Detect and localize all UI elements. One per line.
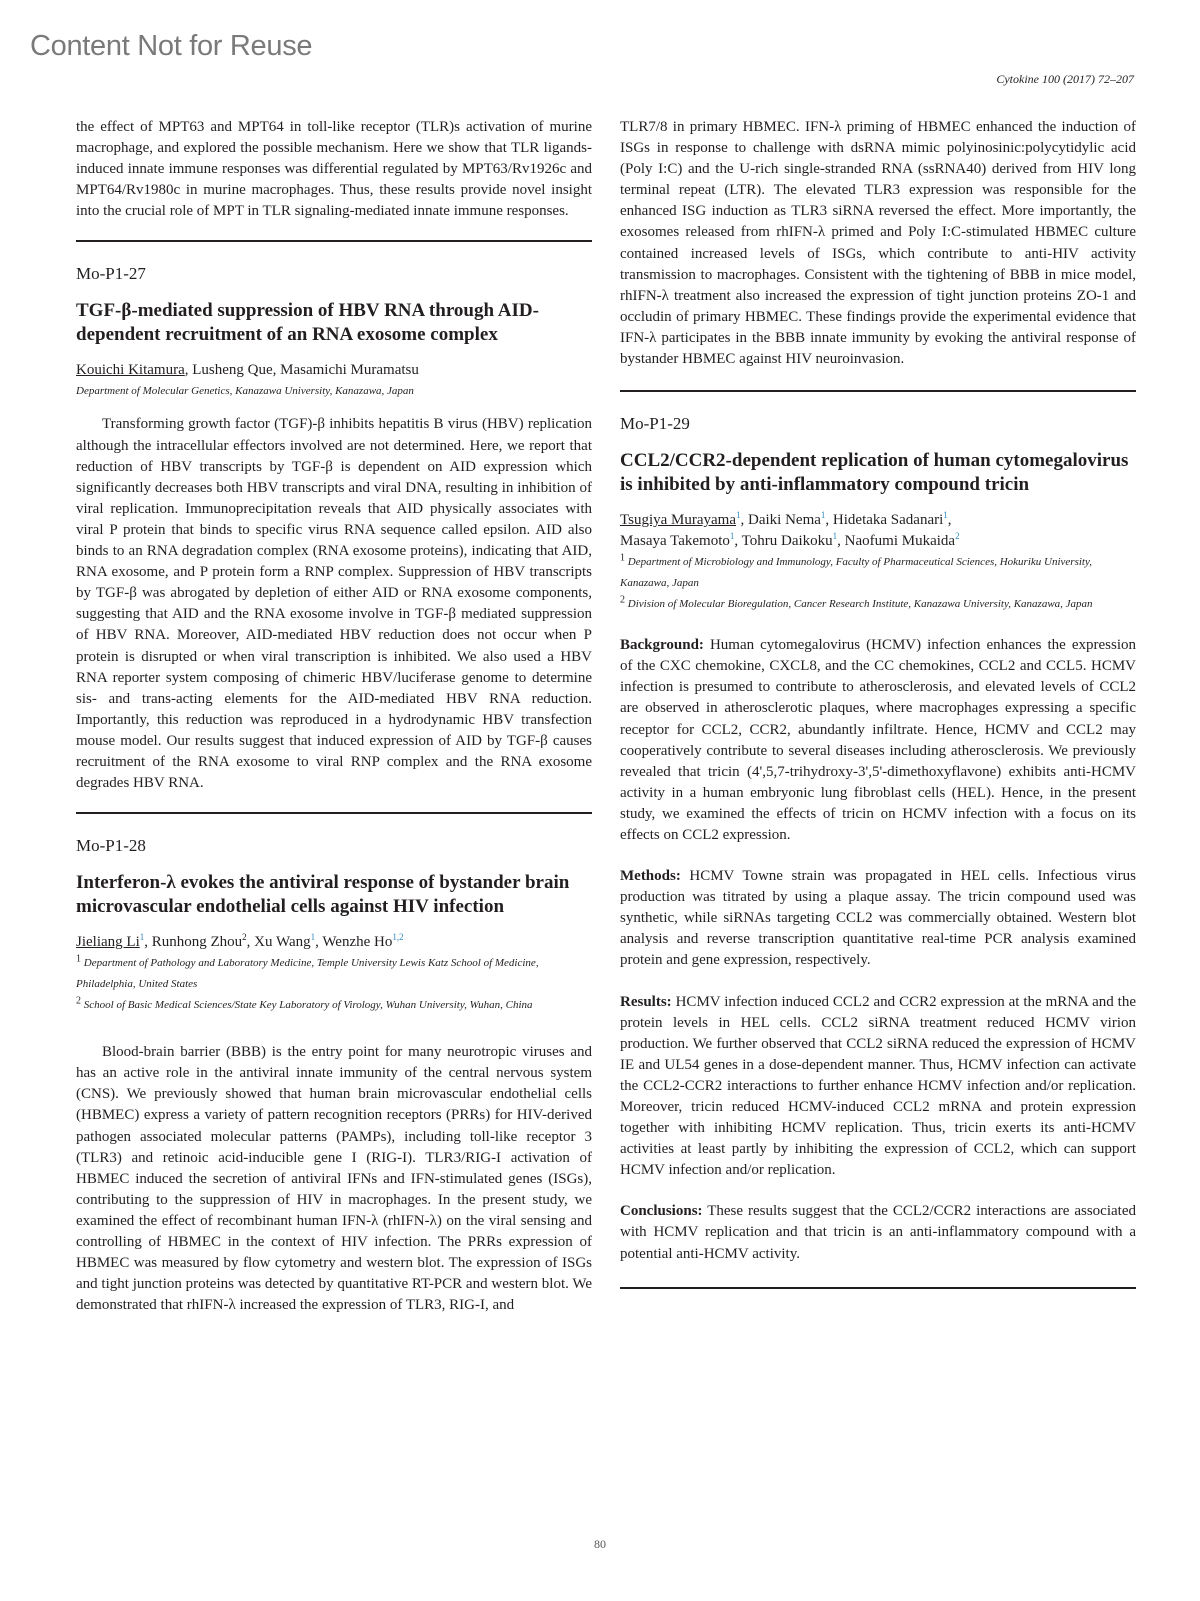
divider [620, 390, 1136, 392]
section-text: HCMV infection induced CCL2 and CCR2 expression at the mRNA and the protein levels in HEL cells. CCL2 siRNA treatment reduced HCMV virion production. We further observed that CCL2 siRNA reduced the expression of HCMV IE and UL54 genes in a dose-dependent manner. Thus, HCMV infection can activate the CCL2-CCR2 interactions to further enhance HCMV infection and/or replication. Moreover, tricin reduced HCMV-induced CCL2 mRNA and protein expression together with inhibiting HCMV replication. Thus, tricin exerts its anti-HCMV activities at least partly by inhibiting the expression of CCL2, which can support HCMV infection and/or replication. [620, 993, 1136, 1179]
affiliation-marker: 1,2 [392, 932, 404, 943]
section-background [620, 635, 1136, 846]
affiliation-text: School of Basic Medical Sciences/State Key Laboratory of Virology, Wuhan University, Wuhan, China [83, 999, 533, 1012]
author: Hidetaka Sadanari [832, 512, 944, 529]
watermark: Content Not for Reuse [30, 30, 313, 62]
abstract-title: Interferon-λ evokes the antiviral response of bystander brain microvascular endothelial cells against HIV infection [76, 872, 570, 917]
section-methods [620, 866, 1136, 971]
affiliation-text: Department of Microbiology and Immunology, Faculty of Pharmaceutical Sciences, Hokuriku University, Kanazawa, Japan [620, 556, 1092, 590]
affiliation-marker: 1 [310, 932, 316, 943]
abstract-mo-p1-27 [76, 264, 592, 794]
abstract-title: CCL2/CCR2-dependent replication of human cytomegalovirus is inhibited by anti-inflammatory compound tricin [620, 450, 1129, 495]
affiliation-text: Department of Pathology and Laboratory Medicine, Temple University Lewis Katz School of Medicine, Philadelphia, United States [76, 957, 539, 991]
section-label: Methods: [620, 868, 681, 885]
affiliation [76, 953, 592, 995]
page-number: 80 [594, 1537, 606, 1551]
affiliation-number: 2 [76, 995, 81, 1007]
section-label: Background: [620, 637, 704, 654]
author-list [76, 360, 592, 381]
affiliation-number: 2 [620, 594, 625, 606]
affiliation-marker: 1 [943, 510, 948, 521]
affiliation-number: 1 [76, 953, 81, 965]
affiliation-marker: 1 [736, 510, 741, 521]
affiliation [76, 995, 592, 1016]
abstract-mo-p1-29 [620, 414, 1136, 1265]
continuation-text: the effect of MPT63 and MPT64 in toll-like receptor (TLR)s activation of murine macrophage, and explored the possible mechanism. Here we show that TLR ligands-induced innate immune responses was differential regulated by MPT63/Rv1926c and MPT64/Rv1980c in murine macrophages. Thus, these results provide novel insight into the crucial role of MPT in TLR signaling-mediated innate immune responses. [76, 119, 592, 220]
author: Runhong Zhou [151, 934, 243, 951]
affiliation-marker: 1 [139, 932, 145, 943]
author: Tohru Daikoku [741, 533, 833, 550]
right-column [620, 117, 1136, 1289]
abstract-body: Blood-brain barrier (BBB) is the entry point for many neurotropic viruses and has an active role in the antiviral innate immunity of the central nervous system (CNS). We previously showed that human brain microvascular endothelial cells (HBMEC) express a variety of pattern recognition receptors (PRRs) for HIV-derived pathogen associated molecular patterns (PAMPs), including toll-like receptor 3 (TLR3) and retinoic acid-inducible gene I (RIG-I). TLR3/RIG-I activation of HBMEC induced the secretion of antiviral IFNs and IFN-stimulated genes (ISGs), contributing to the suppression of HIV in macrophages. In the present study, we examined the effect of recombinant human IFN-λ (rhIFN-λ) on the viral sensing and controlling of HBMEC in the context of HIV infection. The PRRs expression of HBMEC was measured by flow cytometry and western blot. The expression of ISGs and tight junction proteins was detected by quantitative RT-PCR and western blot. We demonstrated that rhIFN-λ increased the expression of TLR3, RIG-I, and [76, 1044, 592, 1314]
author: Xu Wang [254, 934, 311, 951]
abstract-title: TGF-β-mediated suppression of HBV RNA through AID-dependent recruitment of an RNA exosome complex [76, 300, 539, 345]
affiliation-number: 1 [620, 552, 625, 564]
abstract-id: Mo-P1-29 [620, 414, 690, 434]
co-authors: , Lusheng Que, Masamichi Muramatsu [184, 362, 419, 379]
section-results [620, 992, 1136, 1182]
section-text: These results suggest that the CCL2/CCR2 interactions are associated with HCMV replication and that tricin is an anti-inflammatory compound with a potential anti-HCMV activity. [620, 1203, 1136, 1262]
divider [620, 1287, 1136, 1289]
affiliation-marker: 1 [729, 531, 735, 542]
affiliation-marker: 2 [242, 932, 247, 943]
affiliation-marker: 1 [820, 510, 826, 521]
abstract-id: Mo-P1-28 [76, 836, 146, 856]
section-label: Conclusions: [620, 1203, 703, 1220]
section-text: Human cytomegalovirus (HCMV) infection enhances the expression of the CXC chemokine, CXCL8, and the CC chemokines, CCL2 and CCL5. HCMV infection is presumed to contribute to atherosclerosis, and elevated levels of CCL2 are observed in atherosclerotic plaques, where macrophages expressing a specific receptor for CCL2, CCR2, abundantly infiltrate. Hence, HCMV and CCL2 may cooperatively contribute to several diseases including atherosclerosis. We previously revealed that tricin (4',5,7-trihydroxy-3',5'-dimethoxyflavone) exhibits anti-HCMV activity in a human embryonic lung fibroblast cells (HEL). Hence, in the present study, we examined the effects of tricin on HCMV infection with a focus on its effects on CCL2 expression. [620, 637, 1136, 843]
journal-reference: Cytokine 100 (2017) 72–207 [996, 72, 1134, 86]
divider [76, 240, 592, 242]
abstract-id: Mo-P1-27 [76, 264, 146, 284]
affiliation [620, 552, 1136, 594]
affiliation-text: Division of Molecular Bioregulation, Cancer Research Institute, Kanazawa University, Kanazawa, Japan [627, 598, 1093, 611]
section-conclusions [620, 1201, 1136, 1264]
affiliation: Department of Molecular Genetics, Kanazawa University, Kanazawa, Japan [76, 385, 414, 398]
presenting-author: Tsugiya Murayama [620, 512, 737, 529]
section-text: HCMV Towne strain was propagated in HEL cells. Infectious virus production was titrated by using a plaque assay. The tricin compound used was synthetic, while siRNAs targeting CCL2 was commercially obtained. Western blot analysis and reverse transcription quantitative real-time PCR analysis examined protein and gene expression, respectively. [620, 868, 1136, 969]
author: Wenzhe Ho [322, 934, 393, 951]
affiliation [620, 594, 1136, 615]
author: Daiki Nema [748, 512, 821, 529]
affiliation-marker: 1 [832, 531, 838, 542]
abstract-mo-p1-28 [76, 836, 592, 1316]
presenting-author: Kouichi Kitamura [76, 362, 185, 379]
abstract-body: Transforming growth factor (TGF)-β inhibits hepatitis B virus (HBV) replication although the intracellular effectors involved are not determined. Here, we report that reduction of HBV transcripts by TGF-β is dependent on AID expression which significantly decreases both HBV transcripts and viral DNA, resulting in inhibition of viral replication. Immunoprecipitation reveals that AID physically associates with viral P protein that binds to specific virus RNA sequence called epsilon. AID also binds to an RNA degradation complex (RNA exosome proteins), indicating that AID, RNA exosome, and P protein form a RNP complex. Suppression of HBV transcripts by TGF-β was abrogated by depletion of either AID or RNA exosome components, suggesting that AID and the RNA exosome involve in TGF-β mediated suppression of HBV RNA. Moreover, AID-mediated HBV reduction does not occur when P protein is disrupted or when viral transcription is inhibited. We also used a HBV RNA reporter system composing of chimeric HBV/luciferase genome to determine sis- and trans-acting elements for the AID-mediated HBV RNA reduction. Importantly, this reduction was reproduced in a hydrodynamic HBV transfection mouse model. Our results suggest that induced expression of AID by TGF-β causes recruitment of the RNA exosome to viral RNP complex and the RNA exosome degrades HBV RNA. [76, 416, 592, 792]
author-list: Tsugiya Murayama$^1$, Daiki Nema$^1$, Hidetaka Sadanari$^1$, Masaya Takemoto$^1$, Tohru Daikoku$^1$, Naofumi Mukaida$^2$ [620, 510, 960, 550]
divider [76, 812, 592, 814]
author: Naofumi Mukaida [844, 533, 956, 550]
author: Masaya Takemoto [620, 533, 730, 550]
section-label: Results: [620, 993, 672, 1010]
presenting-author: Jieliang Li [76, 934, 140, 951]
continuation-text: TLR7/8 in primary HBMEC. IFN-λ priming of HBMEC enhanced the induction of ISGs in response to challenge with dsRNA mimic polyinosinic:polycytidylic acid (Poly I:C) and the U-rich single-stranded RNA (ssRNA40) derived from HIV long terminal repeat (LTR). The elevated TLR3 expression was responsible for the enhanced ISG induction as TLR3 siRNA reversed the effect. More importantly, the exosomes released from rhIFN-λ primed and Poly I:C-stimulated HBMEC culture contained increased levels of ISGs, which contribute to anti-HIV activity transmission to macrophages. Consistent with the tightening of BBB in mice model, rhIFN-λ treatment also increased the expression of tight junction proteins ZO-1 and occludin of primary HBMEC. These findings provide the experimental evidence that IFN-λ participates in the BBB innate immunity by evoking the antiviral response of bystander HBMEC against HIV neuroinvasion. [620, 119, 1136, 368]
affiliation-marker: 2 [955, 531, 960, 542]
author-list: Jieliang Li$^1$, Runhong Zhou$^2$, Xu Wang$^1$, Wenzhe Ho$^{1,2}$ [76, 932, 404, 951]
left-column [76, 117, 592, 1316]
